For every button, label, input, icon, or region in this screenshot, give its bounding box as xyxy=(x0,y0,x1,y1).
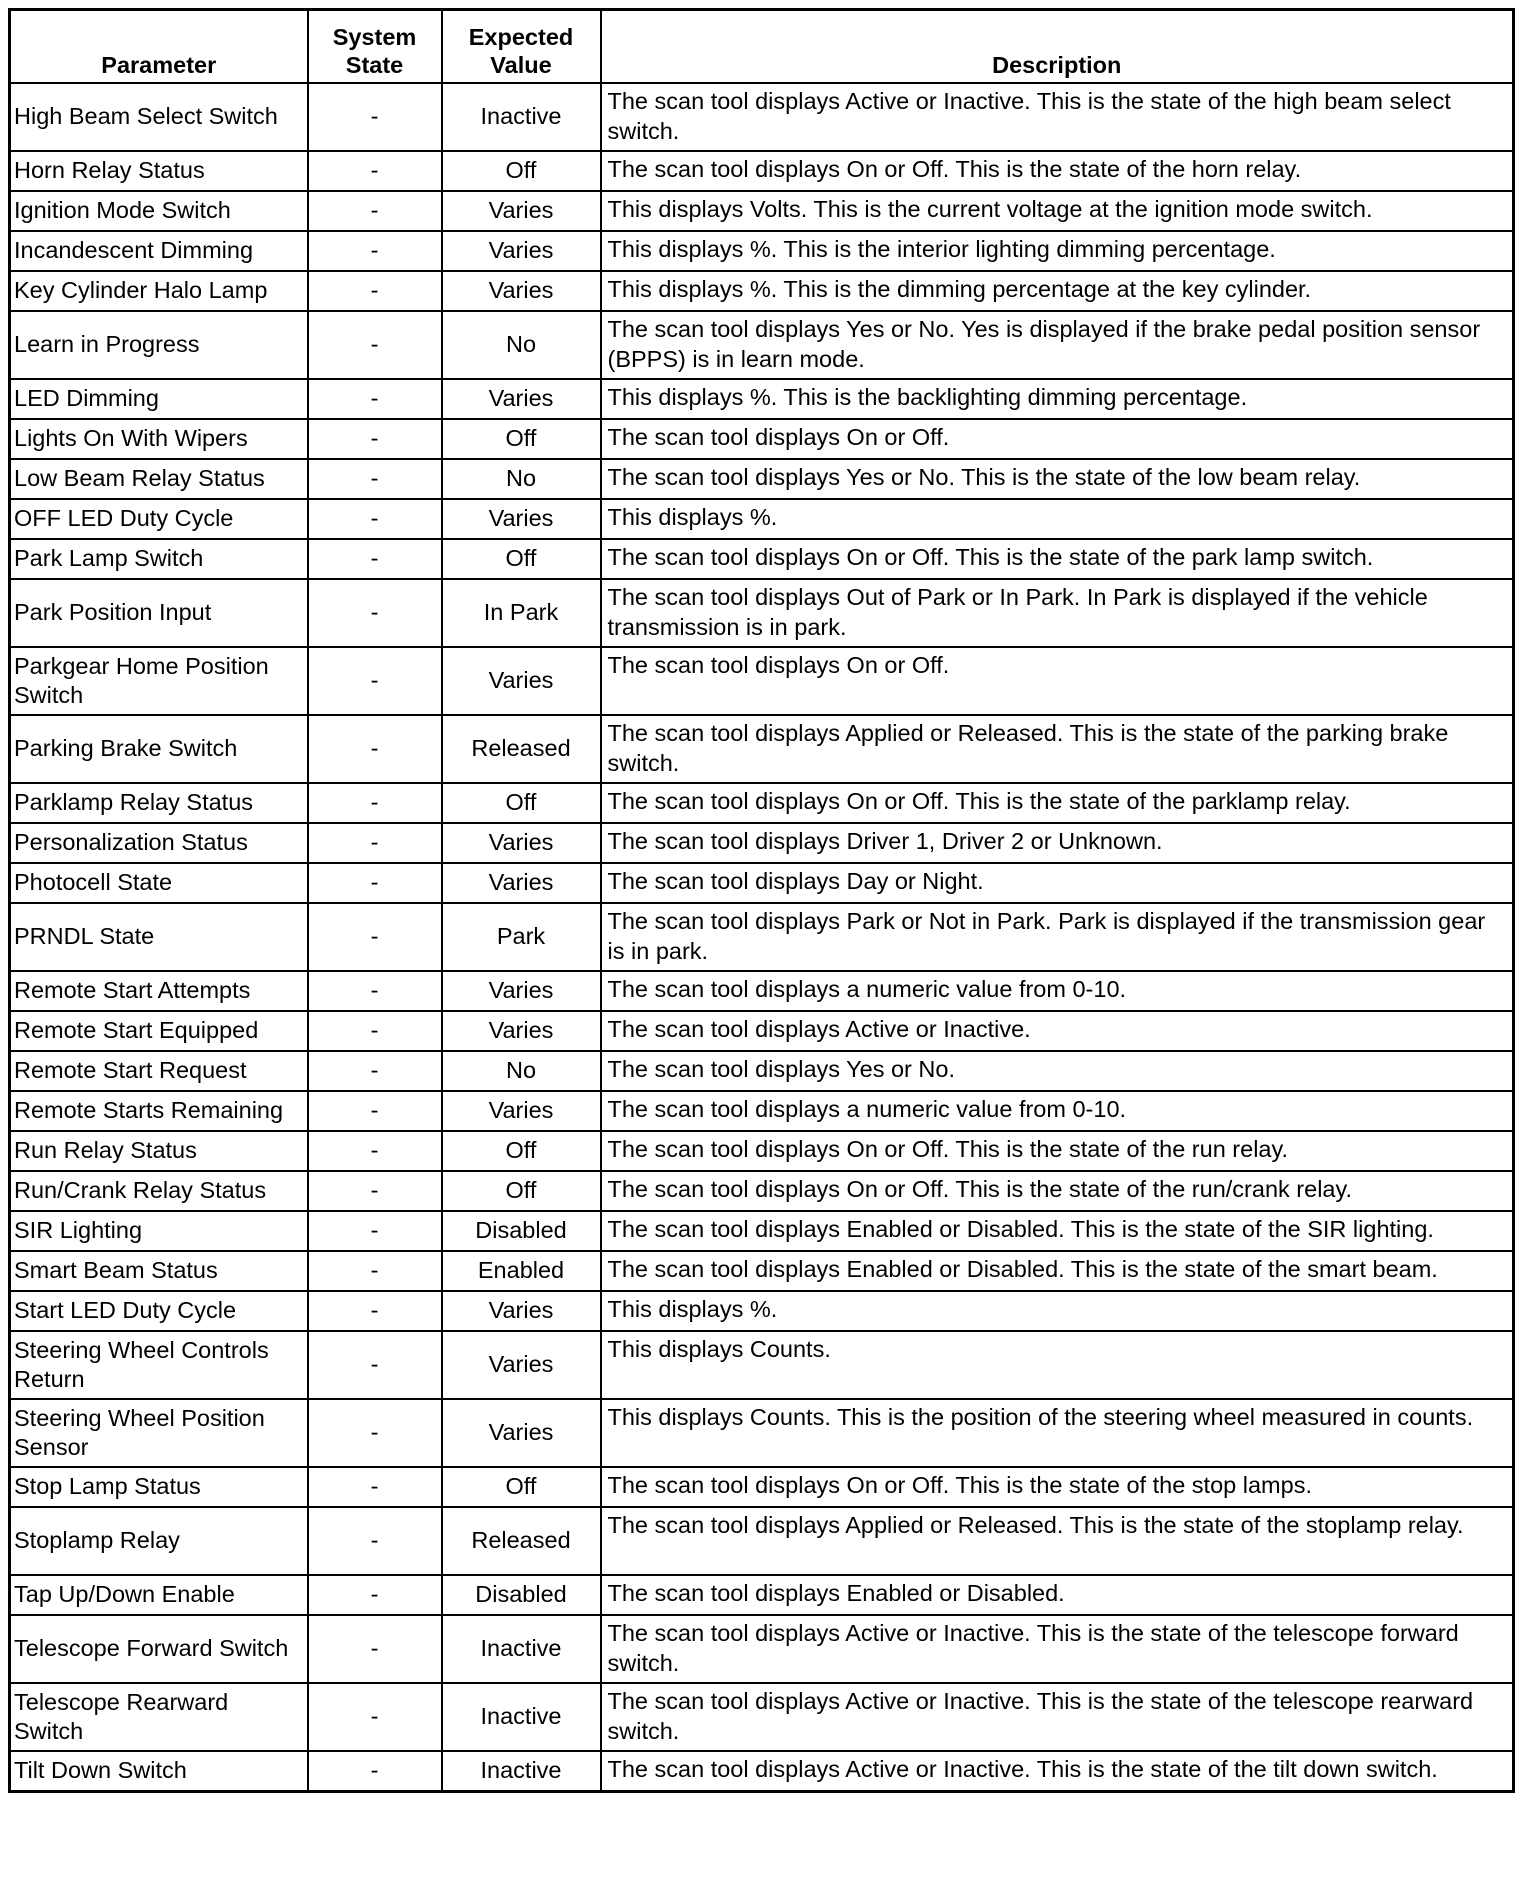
cell-parameter: Lights On With Wipers xyxy=(10,419,308,459)
cell-description: This displays %. This is the interior lighting dimming percentage. xyxy=(601,231,1514,271)
cell-parameter: Start LED Duty Cycle xyxy=(10,1291,308,1331)
table-row xyxy=(10,863,1514,903)
cell-system-state: - xyxy=(308,1615,442,1683)
cell-system-state: - xyxy=(308,1507,442,1575)
cell-expected-value: Inactive xyxy=(442,83,601,151)
cell-description: The scan tool displays On or Off. This is the state of the run relay. xyxy=(601,1131,1514,1171)
cell-parameter: Run Relay Status xyxy=(10,1131,308,1171)
cell-system-state: - xyxy=(308,1683,442,1751)
header-parameter: Parameter xyxy=(10,10,308,84)
cell-expected-value: Varies xyxy=(442,379,601,419)
cell-description: This displays %. xyxy=(601,499,1514,539)
cell-system-state: - xyxy=(308,459,442,499)
table-row xyxy=(10,231,1514,271)
cell-expected-value: Inactive xyxy=(442,1615,601,1683)
cell-system-state: - xyxy=(308,647,442,715)
table-row xyxy=(10,971,1514,1011)
cell-description: The scan tool displays Active or Inactive. This is the state of the telescope rearward switch. xyxy=(601,1683,1514,1751)
table-row xyxy=(10,1615,1514,1683)
cell-description: The scan tool displays Active or Inactive. This is the state of the high beam select switch. xyxy=(601,83,1514,151)
cell-expected-value: Off xyxy=(442,1131,601,1171)
cell-system-state: - xyxy=(308,191,442,231)
cell-parameter: Personalization Status xyxy=(10,823,308,863)
cell-description: The scan tool displays Active or Inactive. This is the state of the tilt down switch. xyxy=(601,1751,1514,1792)
cell-system-state: - xyxy=(308,539,442,579)
cell-expected-value: Varies xyxy=(442,647,601,715)
cell-parameter: Steering Wheel Position Sensor xyxy=(10,1399,308,1467)
table-row xyxy=(10,1091,1514,1131)
cell-description: The scan tool displays Enabled or Disabled. This is the state of the SIR lighting. xyxy=(601,1211,1514,1251)
cell-system-state: - xyxy=(308,971,442,1011)
cell-system-state: - xyxy=(308,379,442,419)
table-row xyxy=(10,419,1514,459)
table-row xyxy=(10,1051,1514,1091)
cell-system-state: - xyxy=(308,1051,442,1091)
cell-parameter: Stop Lamp Status xyxy=(10,1467,308,1507)
cell-description: The scan tool displays Yes or No. xyxy=(601,1051,1514,1091)
cell-system-state: - xyxy=(308,1399,442,1467)
table-row xyxy=(10,1291,1514,1331)
cell-description: The scan tool displays On or Off. This is the state of the horn relay. xyxy=(601,151,1514,191)
cell-system-state: - xyxy=(308,1091,442,1131)
cell-parameter: Park Position Input xyxy=(10,579,308,647)
cell-expected-value: Off xyxy=(442,1467,601,1507)
cell-system-state: - xyxy=(308,1575,442,1615)
cell-parameter: Run/Crank Relay Status xyxy=(10,1171,308,1211)
cell-parameter: SIR Lighting xyxy=(10,1211,308,1251)
cell-system-state: - xyxy=(308,823,442,863)
cell-description: The scan tool displays Yes or No. Yes is displayed if the brake pedal position sensor (BPPS) is in learn mode. xyxy=(601,311,1514,379)
table-row xyxy=(10,311,1514,379)
cell-description: The scan tool displays On or Off. This is the state of the park lamp switch. xyxy=(601,539,1514,579)
table-row xyxy=(10,271,1514,311)
table-row xyxy=(10,1331,1514,1399)
cell-expected-value: Varies xyxy=(442,1331,601,1399)
table-row xyxy=(10,499,1514,539)
cell-expected-value: Disabled xyxy=(442,1211,601,1251)
cell-system-state: - xyxy=(308,903,442,971)
cell-parameter: Steering Wheel Controls Return xyxy=(10,1331,308,1399)
cell-expected-value: Released xyxy=(442,715,601,783)
cell-system-state: - xyxy=(308,1251,442,1291)
table-row xyxy=(10,1683,1514,1751)
cell-parameter: Key Cylinder Halo Lamp xyxy=(10,271,308,311)
cell-system-state: - xyxy=(308,231,442,271)
cell-system-state: - xyxy=(308,419,442,459)
cell-expected-value: Varies xyxy=(442,1291,601,1331)
table-row xyxy=(10,459,1514,499)
cell-expected-value: Varies xyxy=(442,191,601,231)
cell-parameter: Remote Start Attempts xyxy=(10,971,308,1011)
table-row xyxy=(10,1751,1514,1792)
table-row xyxy=(10,1131,1514,1171)
cell-description: The scan tool displays Active or Inactive. This is the state of the telescope forward switch. xyxy=(601,1615,1514,1683)
cell-description: The scan tool displays a numeric value from 0-10. xyxy=(601,971,1514,1011)
cell-description: The scan tool displays Enabled or Disabled. xyxy=(601,1575,1514,1615)
cell-expected-value: Disabled xyxy=(442,1575,601,1615)
cell-description: The scan tool displays Park or Not in Park. Park is displayed if the transmission gear is in park. xyxy=(601,903,1514,971)
cell-parameter: PRNDL State xyxy=(10,903,308,971)
cell-parameter: Tap Up/Down Enable xyxy=(10,1575,308,1615)
cell-expected-value: Released xyxy=(442,1507,601,1575)
cell-parameter: Parklamp Relay Status xyxy=(10,783,308,823)
cell-parameter: Parking Brake Switch xyxy=(10,715,308,783)
cell-system-state: - xyxy=(308,1751,442,1792)
cell-parameter: Remote Start Request xyxy=(10,1051,308,1091)
table-row xyxy=(10,903,1514,971)
header-description: Description xyxy=(601,10,1514,84)
cell-expected-value: Varies xyxy=(442,971,601,1011)
cell-description: The scan tool displays a numeric value from 0-10. xyxy=(601,1091,1514,1131)
cell-system-state: - xyxy=(308,271,442,311)
cell-expected-value: No xyxy=(442,1051,601,1091)
table-row xyxy=(10,151,1514,191)
cell-system-state: - xyxy=(308,1011,442,1051)
cell-expected-value: Varies xyxy=(442,271,601,311)
cell-parameter: Park Lamp Switch xyxy=(10,539,308,579)
cell-parameter: Horn Relay Status xyxy=(10,151,308,191)
table-row xyxy=(10,1507,1514,1575)
cell-description: This displays %. This is the dimming percentage at the key cylinder. xyxy=(601,271,1514,311)
cell-system-state: - xyxy=(308,863,442,903)
cell-parameter: Telescope Forward Switch xyxy=(10,1615,308,1683)
cell-description: The scan tool displays On or Off. This is the state of the run/crank relay. xyxy=(601,1171,1514,1211)
cell-system-state: - xyxy=(308,715,442,783)
table-row xyxy=(10,1467,1514,1507)
cell-parameter: Remote Start Equipped xyxy=(10,1011,308,1051)
cell-system-state: - xyxy=(308,311,442,379)
cell-system-state: - xyxy=(308,1131,442,1171)
cell-parameter: Remote Starts Remaining xyxy=(10,1091,308,1131)
cell-expected-value: Off xyxy=(442,783,601,823)
cell-system-state: - xyxy=(308,83,442,151)
cell-system-state: - xyxy=(308,579,442,647)
cell-expected-value: Varies xyxy=(442,1011,601,1051)
cell-expected-value: Varies xyxy=(442,231,601,271)
cell-description: This displays Volts. This is the current voltage at the ignition mode switch. xyxy=(601,191,1514,231)
cell-description: This displays Counts. xyxy=(601,1331,1514,1399)
cell-system-state: - xyxy=(308,1291,442,1331)
cell-parameter: Tilt Down Switch xyxy=(10,1751,308,1792)
cell-parameter: High Beam Select Switch xyxy=(10,83,308,151)
table-row xyxy=(10,1251,1514,1291)
cell-system-state: - xyxy=(308,1211,442,1251)
table-header-row xyxy=(10,10,1514,84)
cell-description: The scan tool displays On or Off. xyxy=(601,647,1514,715)
cell-expected-value: Off xyxy=(442,539,601,579)
table-row xyxy=(10,1399,1514,1467)
cell-description: This displays %. This is the backlighting dimming percentage. xyxy=(601,379,1514,419)
cell-expected-value: Off xyxy=(442,1171,601,1211)
cell-system-state: - xyxy=(308,151,442,191)
cell-expected-value: In Park xyxy=(442,579,601,647)
cell-description: The scan tool displays On or Off. This is the state of the stop lamps. xyxy=(601,1467,1514,1507)
table-row xyxy=(10,1575,1514,1615)
cell-system-state: - xyxy=(308,1467,442,1507)
cell-description: The scan tool displays Applied or Released. This is the state of the parking brake switch. xyxy=(601,715,1514,783)
cell-parameter: Low Beam Relay Status xyxy=(10,459,308,499)
cell-expected-value: Off xyxy=(442,151,601,191)
table-row xyxy=(10,579,1514,647)
cell-expected-value: Varies xyxy=(442,863,601,903)
cell-parameter: Incandescent Dimming xyxy=(10,231,308,271)
cell-description: The scan tool displays Enabled or Disabled. This is the state of the smart beam. xyxy=(601,1251,1514,1291)
cell-description: The scan tool displays Driver 1, Driver 2 or Unknown. xyxy=(601,823,1514,863)
cell-parameter: Photocell State xyxy=(10,863,308,903)
cell-parameter: Ignition Mode Switch xyxy=(10,191,308,231)
table-body xyxy=(10,83,1514,1792)
cell-system-state: - xyxy=(308,1331,442,1399)
header-expected-value: Expected Value xyxy=(442,10,601,84)
cell-description: The scan tool displays On or Off. xyxy=(601,419,1514,459)
table-row xyxy=(10,191,1514,231)
scan-tool-data-table xyxy=(8,8,1515,1793)
cell-parameter: Parkgear Home Position Switch xyxy=(10,647,308,715)
cell-expected-value: Varies xyxy=(442,499,601,539)
table-row xyxy=(10,539,1514,579)
cell-description: The scan tool displays Applied or Released. This is the state of the stoplamp relay. xyxy=(601,1507,1514,1575)
table-row xyxy=(10,1171,1514,1211)
cell-parameter: LED Dimming xyxy=(10,379,308,419)
cell-expected-value: Varies xyxy=(442,823,601,863)
table-row xyxy=(10,379,1514,419)
cell-description: The scan tool displays Out of Park or In Park. In Park is displayed if the vehicle transmission is in park. xyxy=(601,579,1514,647)
cell-parameter: Stoplamp Relay xyxy=(10,1507,308,1575)
cell-expected-value: Off xyxy=(442,419,601,459)
cell-system-state: - xyxy=(308,1171,442,1211)
cell-expected-value: Varies xyxy=(442,1399,601,1467)
cell-system-state: - xyxy=(308,499,442,539)
table-row xyxy=(10,1211,1514,1251)
cell-description: The scan tool displays Yes or No. This is the state of the low beam relay. xyxy=(601,459,1514,499)
header-system-state: System State xyxy=(308,10,442,84)
table-row xyxy=(10,83,1514,151)
cell-description: This displays %. xyxy=(601,1291,1514,1331)
cell-description: The scan tool displays On or Off. This is the state of the parklamp relay. xyxy=(601,783,1514,823)
cell-parameter: Telescope Rearward Switch xyxy=(10,1683,308,1751)
cell-description: The scan tool displays Day or Night. xyxy=(601,863,1514,903)
cell-expected-value: No xyxy=(442,459,601,499)
table-row xyxy=(10,783,1514,823)
table-row xyxy=(10,715,1514,783)
cell-system-state: - xyxy=(308,783,442,823)
table-row xyxy=(10,823,1514,863)
cell-parameter: OFF LED Duty Cycle xyxy=(10,499,308,539)
cell-expected-value: Inactive xyxy=(442,1683,601,1751)
cell-parameter: Learn in Progress xyxy=(10,311,308,379)
cell-expected-value: Park xyxy=(442,903,601,971)
cell-expected-value: No xyxy=(442,311,601,379)
cell-parameter: Smart Beam Status xyxy=(10,1251,308,1291)
cell-expected-value: Varies xyxy=(442,1091,601,1131)
table-row xyxy=(10,1011,1514,1051)
cell-description: This displays Counts. This is the position of the steering wheel measured in counts. xyxy=(601,1399,1514,1467)
cell-description: The scan tool displays Active or Inactive. xyxy=(601,1011,1514,1051)
cell-expected-value: Inactive xyxy=(442,1751,601,1792)
table-row xyxy=(10,647,1514,715)
cell-expected-value: Enabled xyxy=(442,1251,601,1291)
